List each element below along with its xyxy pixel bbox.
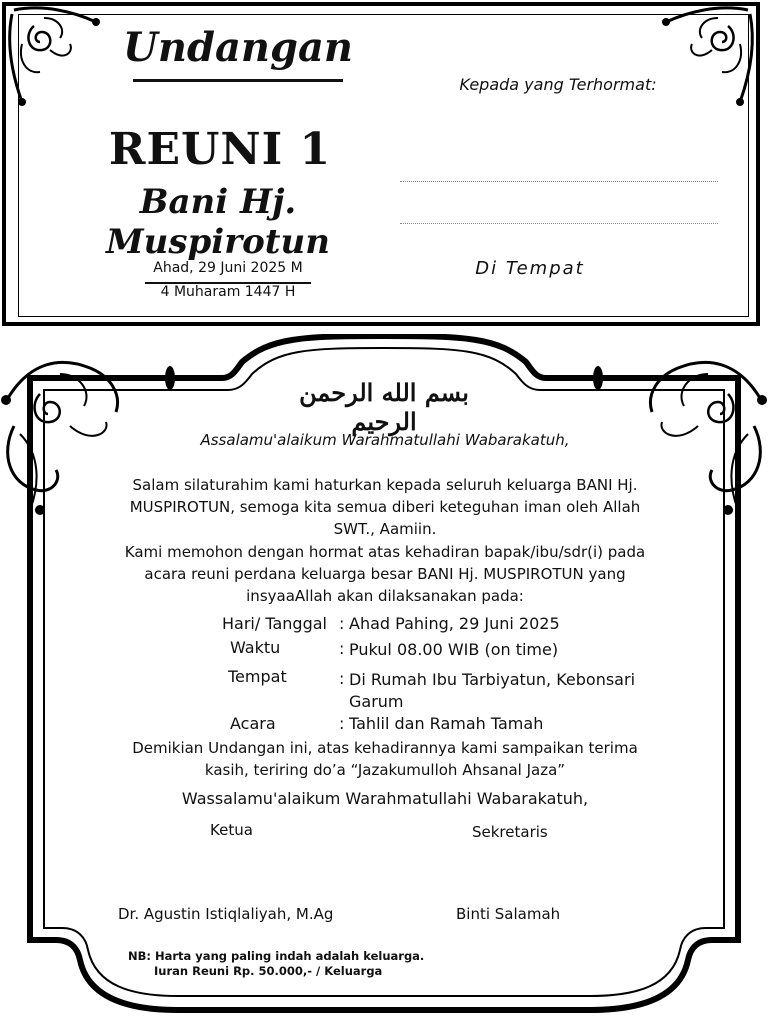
addressee-label: Kepada yang Terhormat: — [459, 75, 657, 94]
farewell: Wassalamu'alaikum Warahmatullahi Wabarakatuh, — [181, 789, 589, 808]
paragraph-line: acara reuni perdana keluarga besar BANI Hj. MUSPIROTUN yang — [144, 565, 626, 583]
detail-label-time: Waktu — [230, 638, 281, 657]
detail-label-date: Hari/ Tanggal — [222, 614, 327, 633]
paragraph-line: insyaaAllah akan dilaksanakan pada: — [246, 587, 524, 605]
paragraph-request — [60, 541, 710, 607]
paragraph-line: Demikian Undangan ini, atas kehadirannya kami sampaikan terima — [132, 739, 638, 757]
signatory-role-chair: Ketua — [210, 821, 253, 839]
note — [128, 949, 448, 979]
addressee-line-2 — [400, 223, 718, 224]
detail-value-place: Di Rumah Ibu Tarbiyatun, Kebonsari Garum — [349, 670, 636, 711]
paragraph-intro — [60, 474, 710, 540]
bismillah-calligraphy: بسم الله الرحمن الرحيم — [299, 378, 469, 436]
detail-colon: : — [339, 714, 345, 733]
signatory-name-secretary: Binti Salamah — [456, 905, 561, 923]
detail-label-event: Acara — [230, 714, 276, 733]
date-masehi: Ahad, 29 Juni 2025 M — [153, 260, 303, 276]
note-line: Iuran Reuni Rp. 50.000,- / Keluarga — [154, 964, 383, 978]
addressee-line-1 — [400, 181, 718, 182]
paragraph-line: kasih, teriring do’a “Jazakumulloh Ahsanal Jaza” — [204, 761, 566, 779]
corner-ornament-icon — [4, 4, 104, 108]
event-title: REUNI 1 — [108, 124, 332, 175]
detail-colon: : — [339, 639, 345, 658]
title-underline — [133, 79, 343, 82]
greeting: Assalamu'alaikum Warahmatullahi Wabarakatuh, — [200, 431, 570, 449]
detail-colon: : — [339, 614, 345, 633]
invitation-cover — [0, 0, 768, 332]
paragraph-line: Salam silaturahim kami haturkan kepada seluruh keluarga BANI Hj. — [132, 476, 638, 494]
detail-colon: : — [339, 669, 345, 688]
detail-value-date: Ahad Pahing, 29 Juni 2025 — [349, 614, 560, 633]
signatory-role-secretary: Sekretaris — [472, 823, 548, 841]
paragraph-line: Kami memohon dengan hormat atas kehadiran bapak/ibu/sdr(i) pada — [124, 543, 646, 561]
detail-label-place: Tempat — [228, 667, 287, 686]
paragraph-closing — [60, 737, 710, 781]
detail-value-time: Pukul 08.00 WIB (on time) — [349, 640, 559, 659]
signatory-name-chair: Dr. Agustin Istiqlaliyah, M.Ag — [118, 905, 334, 923]
paragraph-line: SWT., Aamiin. — [333, 520, 437, 538]
family-name: Bani Hj. Muspirotun — [106, 182, 330, 262]
date-hijri: 4 Muharam 1447 H — [160, 284, 296, 300]
paragraph-line: MUSPIROTUN, semoga kita semua diberi keteguhan iman oleh Allah — [129, 498, 641, 516]
location-label: Di Tempat — [475, 258, 585, 279]
note-line: NB: Harta yang paling indah adalah keluarga. — [128, 949, 425, 963]
detail-value-event: Tahlil dan Ramah Tamah — [349, 714, 544, 733]
invitation-title: Undangan — [123, 24, 353, 71]
